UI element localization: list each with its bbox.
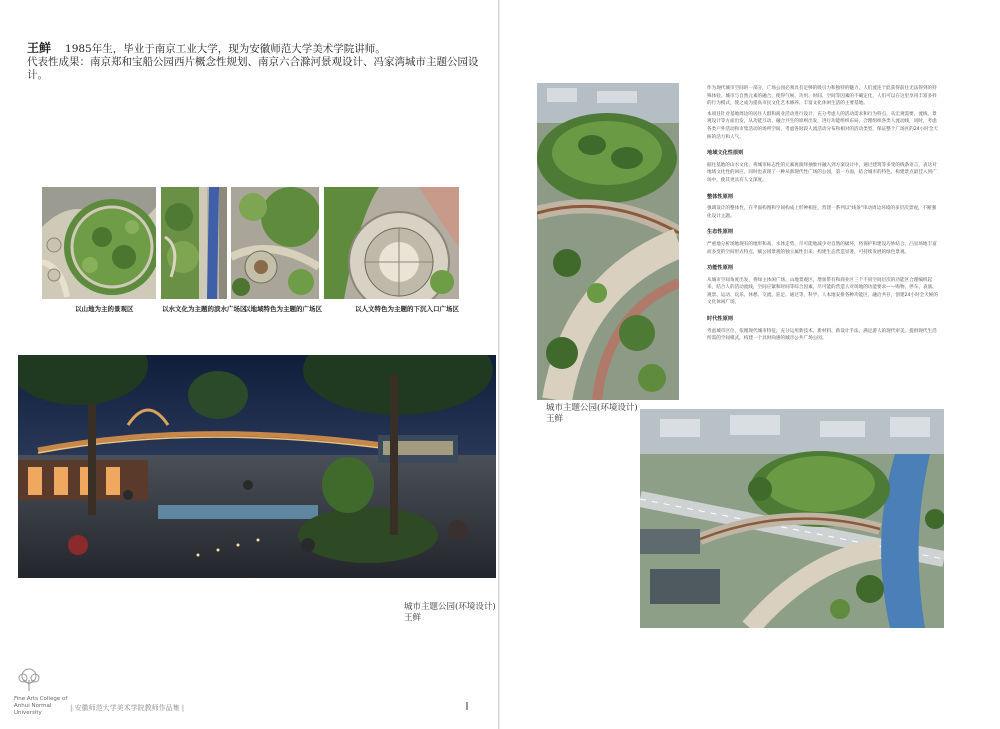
left-caption-author: 王鲜 xyxy=(404,613,422,623)
section-title-integrity: 整体性原则 xyxy=(707,193,733,200)
section-body-regional-culture: 据往基地的山水文化，将城市标志性的元素再演绎抽象并融入到方案设计中，通过建筑等多变的线条语言，表达对地域文化性的回应，同时也表现了一种从新现代性广场的公园，第一方面，结合城市的特色，构建景点最佳入到广场中，使其更具有人文深度。 xyxy=(707,162,937,183)
intro-paragraph-1: 作为现代城市空间的一部分，广场公园必须具有足够的吸引力和独特的魅力，人们流连于此获得前往无法得到的特殊体验。城市与自然元素的融合，使得气候、功用、时间、空间等因素的不确定化，人们可以在这里享用丰富多样的行为模式，使之成为提高市民文化艺术修养、丰富文化休闲生活的主要基地。 xyxy=(707,86,937,107)
section-body-function: 从城市空间角度出发，将绿主体闲广场、山地景观区、增加带有和商业区三个不同空间层次的功能区合理编织起来，结合人的活动流线，空间应紧和时间等综合因素，尽可能的营造人对场地的功能要求——购物、停车、表演、观景、运动、玩乐、休憩、交流、驻足、通过等，科学、人本地安排各种功能区，融洽共存，创建24小时全天候的文化休闲广场。 xyxy=(707,277,938,306)
right-caption xyxy=(546,403,638,425)
thumbnail-caption-2: 以水文化为主题的滨水广场区 xyxy=(162,305,247,313)
aerial-rendering-horizontal xyxy=(640,409,944,628)
tree-logo-icon xyxy=(14,668,44,692)
thumbnail-caption-1: 以山地为主的景观区 xyxy=(75,305,134,313)
thumbnail-waterfront-zone xyxy=(161,187,227,299)
footer-title: | 安徽师范大学美术学院教师作品集 | xyxy=(70,704,185,712)
aerial-rendering-vertical xyxy=(537,83,679,400)
left-caption-title: 城市主题公园(环境设计) xyxy=(404,602,496,612)
left-caption xyxy=(404,602,496,624)
section-title-ecology: 生态性原则 xyxy=(707,229,733,236)
logo-text-line-1: Fine Arts College of xyxy=(14,696,68,702)
right-caption-author: 王鲜 xyxy=(546,414,564,424)
thumbnail-mountain-zone xyxy=(42,187,156,299)
logo-text-line-2: Anhui Normal University xyxy=(14,703,52,716)
author-bio xyxy=(27,42,487,82)
right-caption-title: 城市主题公园(环境设计) xyxy=(546,403,638,413)
night-rendering-image xyxy=(18,355,496,578)
section-body-contemporary: 考虑城市区位，依循现代城市特征，充分运用新技术、新材料、新设计手法，满足游人的现代审美，提供现代生活所需的空间模式，构建一个具时尚感的城市公共广场公园。 xyxy=(707,328,937,342)
thumbnail-regional-square xyxy=(231,187,319,299)
bio-line-1: 1985年生，毕业于南京工业大学，现为安徽师范大学美术学院讲师。 xyxy=(65,43,386,55)
section-title-regional-culture: 地域文化性原则 xyxy=(707,150,744,157)
bio-line-2: 代表性成果：南京郑和宝船公园西片概念性规划、南京六合滁河景观设计、冯家湾城市主题公园设计。 xyxy=(27,56,479,81)
section-title-function: 功能性原则 xyxy=(707,265,733,272)
college-logo xyxy=(14,668,74,717)
design-description xyxy=(707,85,939,346)
section-title-contemporary: 时代性原则 xyxy=(707,316,733,323)
section-body-integrity: 强调设计的整体性，在平面构图和空间构成上形神相连，营建一系列以"线条"串动周边环境的多层次景观，不断强化设计主题。 xyxy=(707,206,937,219)
thumbnail-sunken-entrance xyxy=(324,187,459,299)
thumbnail-caption-4: 以人文特色为主题的下沉入口广场区 xyxy=(355,305,459,313)
thumbnail-caption-3: 以地域特色为主题的广场区 xyxy=(244,305,322,313)
intro-paragraph-2: 本项目针对基地周边的居住人群和商业活动进行设计，充分考虑人的活动需求和行为特点，从宏观需要、流线、景观设计等方面出发，从功能互动、融合共生的原则出发，进行功能组织布局，合理组织各类人流动线，同时，考虑各类户外活动和市集活动的场所空间，考虑各时段人流活动分布和相对的活动类型，保证整个广场区的24小时全天候的活力和人气。 xyxy=(707,111,938,140)
section-body-ecology: 严重地分析场地现有的地形和高、水体走势、尽可能地减少对自然的破坏，将保护和建设巧妙结合，凸显场地丰富而多变的空间形式特点，赋公园景观的独立属性出来；构建生态营造显著，可持续发展的绿色景观。 xyxy=(707,241,937,255)
author-name: 王鲜 xyxy=(27,41,52,55)
page-marker xyxy=(466,702,468,710)
